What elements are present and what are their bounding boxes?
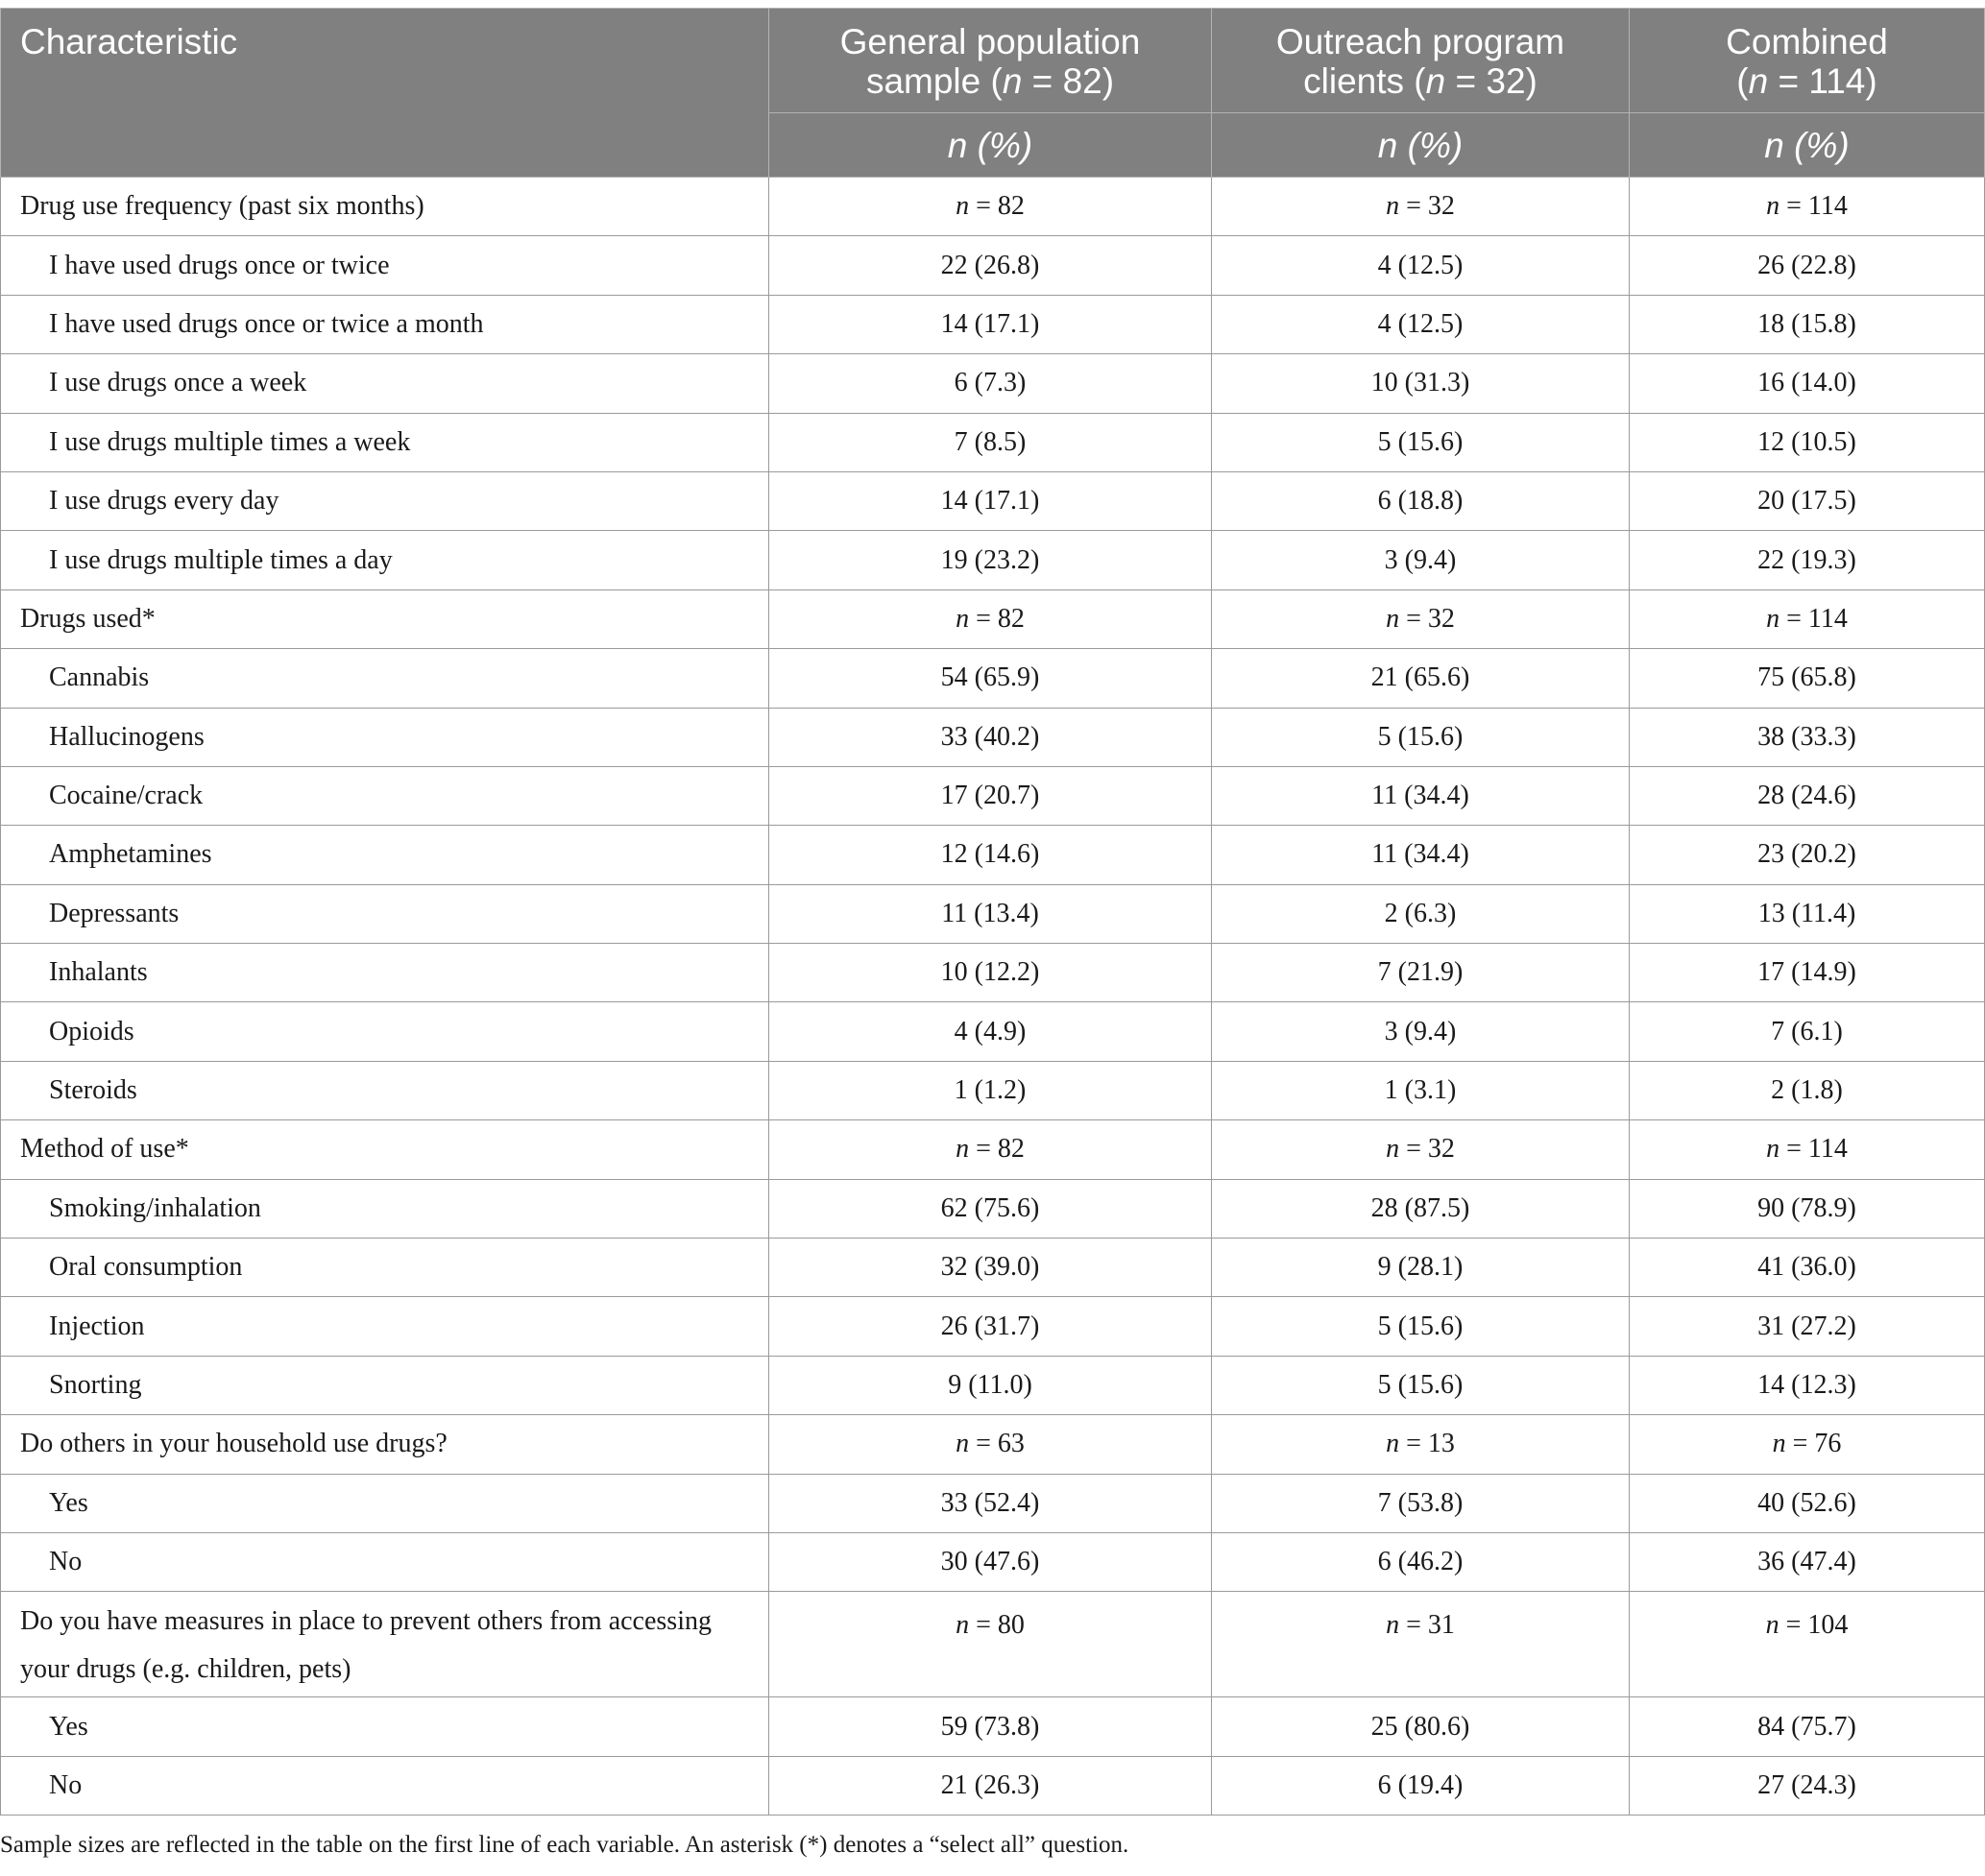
- cell-outreach: 3 (9.4): [1212, 531, 1630, 589]
- header-general-line1: General population: [839, 22, 1141, 61]
- cell-combined: 26 (22.8): [1630, 236, 1985, 295]
- table-row: [1, 295, 1985, 353]
- table-section-row: [1, 1120, 1985, 1179]
- cell-outreach: 9 (28.1): [1212, 1239, 1630, 1297]
- table-row: [1, 1697, 1985, 1756]
- cell-outreach: 1 (3.1): [1212, 1061, 1630, 1119]
- cell-combined: 22 (19.3): [1630, 531, 1985, 589]
- table-row: [1, 649, 1985, 708]
- cell-combined: 75 (65.8): [1630, 649, 1985, 708]
- cell-outreach: 2 (6.3): [1212, 884, 1630, 943]
- table-section-row: [1, 178, 1985, 236]
- cell-n-symbol: n: [1765, 1610, 1779, 1641]
- table-row: [1, 1061, 1985, 1119]
- header-outreach-program: [1212, 9, 1630, 113]
- cell-general: 30 (47.6): [769, 1532, 1212, 1591]
- cell-outreach: 6 (19.4): [1212, 1756, 1630, 1815]
- cell-combined: 12 (10.5): [1630, 413, 1985, 471]
- table-row: [1, 1756, 1985, 1815]
- cell-outreach: 6 (46.2): [1212, 1532, 1630, 1591]
- cell-general: 7 (8.5): [769, 413, 1212, 471]
- cell-outreach: 11 (34.4): [1212, 766, 1630, 825]
- row-label: I use drugs once a week: [1, 354, 769, 413]
- cell-n-symbol: n: [956, 1134, 970, 1165]
- row-label: Do you have measures in place to prevent others from accessing your drugs (e.g. children, pets): [1, 1592, 769, 1697]
- table-row: [1, 471, 1985, 530]
- row-label: I use drugs multiple times a day: [1, 531, 769, 589]
- cell-combined: 27 (24.3): [1630, 1756, 1985, 1815]
- row-label: Opioids: [1, 1002, 769, 1061]
- row-label: Yes: [1, 1474, 769, 1532]
- cell-combined: [1630, 178, 1985, 236]
- header-characteristic-label: Characteristic: [20, 22, 238, 61]
- cell-n-value: = 31: [1399, 1610, 1455, 1641]
- cell-n-value: = 13: [1399, 1429, 1455, 1459]
- cell-n-value: = 80: [969, 1610, 1025, 1641]
- row-label: I have used drugs once or twice: [1, 236, 769, 295]
- drug-use-characteristics-table: [0, 8, 1985, 1816]
- row-label: Depressants: [1, 884, 769, 943]
- cell-combined: [1630, 1120, 1985, 1179]
- row-label: No: [1, 1756, 769, 1815]
- row-label: Inhalants: [1, 944, 769, 1002]
- cell-outreach: 10 (31.3): [1212, 354, 1630, 413]
- cell-general: 11 (13.4): [769, 884, 1212, 943]
- table-section-row: [1, 1415, 1985, 1474]
- header-combined-n: n: [1748, 61, 1769, 101]
- cell-n-symbol: n: [956, 1429, 970, 1459]
- cell-n-value: = 114: [1779, 1134, 1848, 1165]
- table-row: [1, 531, 1985, 589]
- header-general-line2-post: = 82): [1022, 61, 1115, 101]
- cell-combined: 28 (24.6): [1630, 766, 1985, 825]
- cell-n-symbol: n: [1386, 603, 1400, 634]
- table-row: [1, 1297, 1985, 1356]
- cell-outreach: 4 (12.5): [1212, 295, 1630, 353]
- header-characteristic: [1, 9, 769, 178]
- subheader-outreach: n (%): [1212, 113, 1630, 178]
- cell-combined: [1630, 1592, 1985, 1697]
- table-footnote: Sample sizes are reflected in the table on the first line of each variable. An asterisk (*) denotes a “select all” question.: [0, 1832, 1129, 1858]
- row-label: I use drugs multiple times a week: [1, 413, 769, 471]
- cell-general: 1 (1.2): [769, 1061, 1212, 1119]
- cell-n-symbol: n: [1386, 191, 1400, 222]
- cell-general: 19 (23.2): [769, 531, 1212, 589]
- cell-n-symbol: n: [1772, 1429, 1786, 1459]
- header-combined: [1630, 9, 1985, 113]
- table-body: [1, 178, 1985, 1816]
- cell-n-symbol: n: [1766, 191, 1780, 222]
- table-row: [1, 944, 1985, 1002]
- row-label: Drugs used*: [1, 589, 769, 648]
- cell-general: 59 (73.8): [769, 1697, 1212, 1756]
- cell-outreach: 7 (21.9): [1212, 944, 1630, 1002]
- cell-general: 12 (14.6): [769, 826, 1212, 884]
- header-combined-line2-pre: (: [1736, 61, 1749, 101]
- cell-general: 33 (40.2): [769, 708, 1212, 766]
- cell-general: 14 (17.1): [769, 295, 1212, 353]
- table-row: [1, 1179, 1985, 1238]
- header-outreach-line1: Outreach program: [1275, 22, 1565, 61]
- cell-combined: 7 (6.1): [1630, 1002, 1985, 1061]
- cell-n-symbol: n: [956, 1610, 970, 1641]
- cell-combined: 23 (20.2): [1630, 826, 1985, 884]
- cell-n-value: = 82: [969, 603, 1025, 634]
- cell-n-value: = 114: [1779, 191, 1848, 222]
- cell-combined: 36 (47.4): [1630, 1532, 1985, 1591]
- cell-outreach: 28 (87.5): [1212, 1179, 1630, 1238]
- cell-n-symbol: n: [1386, 1610, 1400, 1641]
- subheader-general: n (%): [769, 113, 1212, 178]
- cell-general: 9 (11.0): [769, 1356, 1212, 1414]
- cell-general: 4 (4.9): [769, 1002, 1212, 1061]
- cell-combined: 13 (11.4): [1630, 884, 1985, 943]
- row-label: Hallucinogens: [1, 708, 769, 766]
- cell-n-value: = 82: [969, 1134, 1025, 1165]
- table-row: [1, 413, 1985, 471]
- cell-general: 62 (75.6): [769, 1179, 1212, 1238]
- cell-general: 26 (31.7): [769, 1297, 1212, 1356]
- cell-n-value: = 104: [1779, 1610, 1849, 1641]
- table-row: [1, 1532, 1985, 1591]
- row-label: Snorting: [1, 1356, 769, 1414]
- cell-combined: 2 (1.8): [1630, 1061, 1985, 1119]
- table-row: [1, 884, 1985, 943]
- table-section-row: [1, 1592, 1985, 1697]
- row-label: No: [1, 1532, 769, 1591]
- cell-n-symbol: n: [1386, 1134, 1400, 1165]
- header-general-population: [769, 9, 1212, 113]
- cell-general: 54 (65.9): [769, 649, 1212, 708]
- cell-outreach: [1212, 1415, 1630, 1474]
- table-row: [1, 1002, 1985, 1061]
- row-label: Do others in your household use drugs?: [1, 1415, 769, 1474]
- cell-outreach: 5 (15.6): [1212, 1297, 1630, 1356]
- cell-combined: [1630, 589, 1985, 648]
- row-label: Drug use frequency (past six months): [1, 178, 769, 236]
- cell-n-value: = 63: [969, 1429, 1025, 1459]
- cell-n-symbol: n: [1766, 1134, 1780, 1165]
- cell-outreach: [1212, 178, 1630, 236]
- cell-combined: 31 (27.2): [1630, 1297, 1985, 1356]
- cell-general: 22 (26.8): [769, 236, 1212, 295]
- cell-outreach: 25 (80.6): [1212, 1697, 1630, 1756]
- cell-general: [769, 178, 1212, 236]
- cell-general: [769, 1120, 1212, 1179]
- cell-outreach: [1212, 589, 1630, 648]
- row-label: Oral consumption: [1, 1239, 769, 1297]
- table-row: [1, 236, 1985, 295]
- header-outreach-line2-post: = 32): [1445, 61, 1537, 101]
- table-section-row: [1, 589, 1985, 648]
- cell-n-value: = 32: [1399, 1134, 1455, 1165]
- row-label: Smoking/inhalation: [1, 1179, 769, 1238]
- header-general-line2-pre: sample (: [865, 61, 1003, 101]
- cell-combined: 41 (36.0): [1630, 1239, 1985, 1297]
- cell-n-value: = 76: [1785, 1429, 1842, 1459]
- cell-n-symbol: n: [956, 191, 970, 222]
- subheader-combined: n (%): [1630, 113, 1985, 178]
- cell-outreach: 4 (12.5): [1212, 236, 1630, 295]
- header-outreach-line2-pre: clients (: [1303, 61, 1426, 101]
- cell-n-value: = 82: [969, 191, 1025, 222]
- cell-combined: 84 (75.7): [1630, 1697, 1985, 1756]
- cell-combined: 38 (33.3): [1630, 708, 1985, 766]
- cell-general: 32 (39.0): [769, 1239, 1212, 1297]
- cell-combined: 90 (78.9): [1630, 1179, 1985, 1238]
- table-row: [1, 1239, 1985, 1297]
- cell-combined: 18 (15.8): [1630, 295, 1985, 353]
- row-label: I have used drugs once or twice a month: [1, 295, 769, 353]
- cell-outreach: 11 (34.4): [1212, 826, 1630, 884]
- cell-outreach: 5 (15.6): [1212, 708, 1630, 766]
- row-label: Yes: [1, 1697, 769, 1756]
- row-label: Amphetamines: [1, 826, 769, 884]
- cell-combined: 17 (14.9): [1630, 944, 1985, 1002]
- row-label: Cocaine/crack: [1, 766, 769, 825]
- data-table-container: [0, 8, 1984, 1816]
- cell-n-symbol: n: [1386, 1429, 1400, 1459]
- cell-general: 33 (52.4): [769, 1474, 1212, 1532]
- cell-outreach: [1212, 1592, 1630, 1697]
- cell-general: 21 (26.3): [769, 1756, 1212, 1815]
- row-label: Cannabis: [1, 649, 769, 708]
- cell-outreach: 6 (18.8): [1212, 471, 1630, 530]
- header-combined-line1: Combined: [1726, 22, 1888, 61]
- table-row: [1, 766, 1985, 825]
- cell-general: [769, 1415, 1212, 1474]
- cell-combined: 16 (14.0): [1630, 354, 1985, 413]
- cell-general: 14 (17.1): [769, 471, 1212, 530]
- cell-general: [769, 1592, 1212, 1697]
- header-combined-line2-post: = 114): [1768, 61, 1877, 101]
- table-row: [1, 708, 1985, 766]
- table-row: [1, 1356, 1985, 1414]
- cell-general: 6 (7.3): [769, 354, 1212, 413]
- cell-n-value: = 32: [1399, 191, 1455, 222]
- cell-n-value: = 114: [1779, 603, 1848, 634]
- cell-outreach: 3 (9.4): [1212, 1002, 1630, 1061]
- row-label: I use drugs every day: [1, 471, 769, 530]
- cell-outreach: 5 (15.6): [1212, 1356, 1630, 1414]
- cell-combined: 14 (12.3): [1630, 1356, 1985, 1414]
- row-label: Steroids: [1, 1061, 769, 1119]
- cell-outreach: [1212, 1120, 1630, 1179]
- cell-general: [769, 589, 1212, 648]
- cell-combined: 40 (52.6): [1630, 1474, 1985, 1532]
- header-general-n: n: [1002, 61, 1023, 101]
- cell-combined: [1630, 1415, 1985, 1474]
- cell-outreach: 7 (53.8): [1212, 1474, 1630, 1532]
- header-outreach-n: n: [1425, 61, 1446, 101]
- cell-n-value: = 32: [1399, 603, 1455, 634]
- cell-n-symbol: n: [1766, 603, 1780, 634]
- table-row: [1, 1474, 1985, 1532]
- row-label: Injection: [1, 1297, 769, 1356]
- cell-outreach: 5 (15.6): [1212, 413, 1630, 471]
- cell-general: 10 (12.2): [769, 944, 1212, 1002]
- table-row: [1, 826, 1985, 884]
- cell-general: 17 (20.7): [769, 766, 1212, 825]
- row-label: Method of use*: [1, 1120, 769, 1179]
- cell-n-symbol: n: [956, 603, 970, 634]
- cell-combined: 20 (17.5): [1630, 471, 1985, 530]
- cell-outreach: 21 (65.6): [1212, 649, 1630, 708]
- table-row: [1, 354, 1985, 413]
- table-header: [1, 9, 1985, 178]
